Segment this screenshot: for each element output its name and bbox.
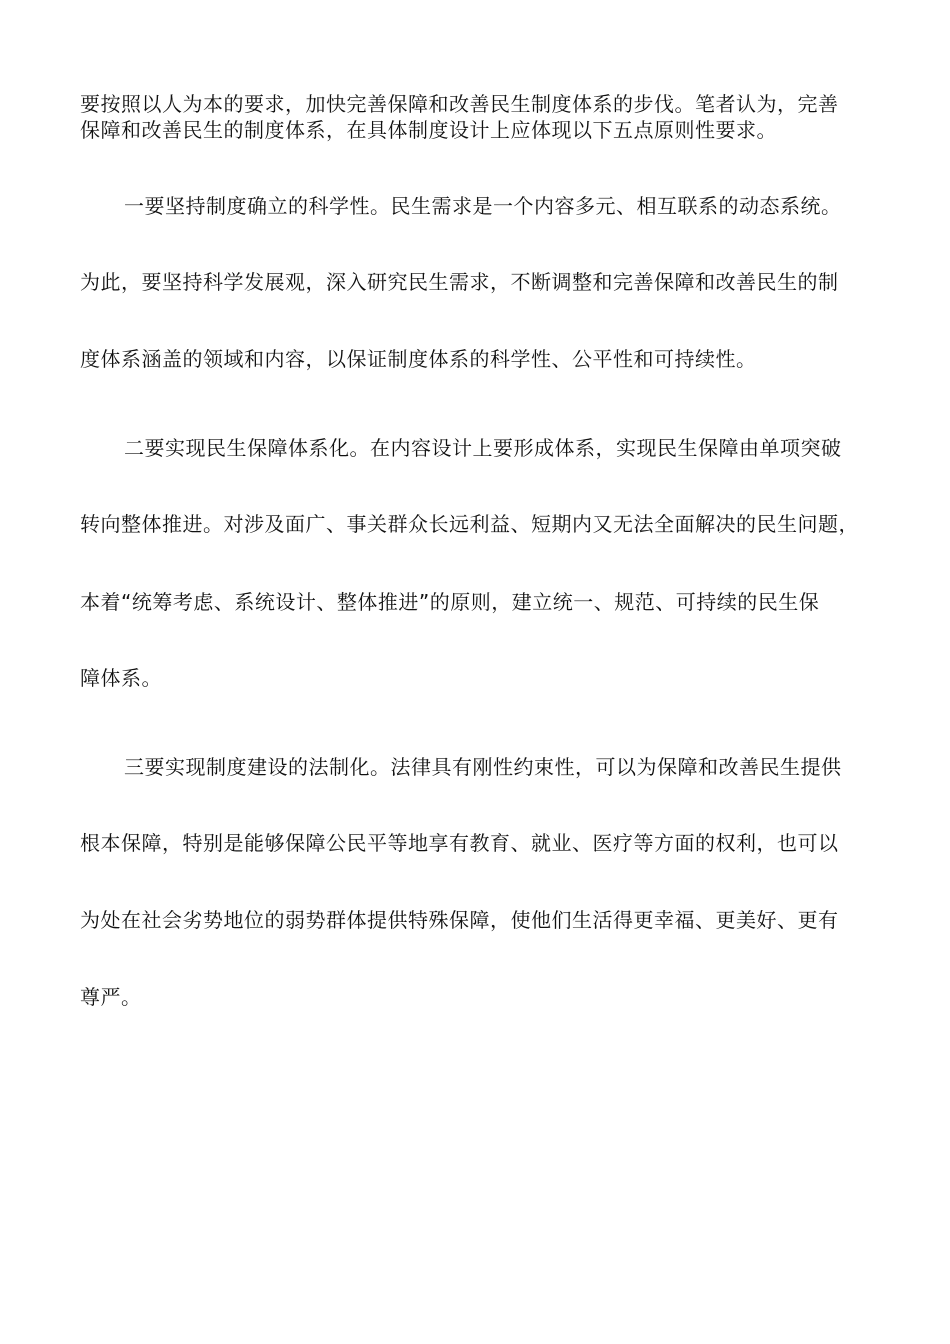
text-line: 要按照以人为本的要求，加快完善保障和改善民生制度体系的步伐。笔者认为，完善	[80, 92, 839, 116]
text-line: 根本保障，特别是能够保障公民平等地享有教育、就业、医疗等方面的权利，也可以	[80, 831, 839, 855]
text-line: 转向整体推进。对涉及面广、事关群众长远利益、短期内又无法全面解决的民生问题，	[80, 512, 859, 536]
text-line: 保障和改善民生的制度体系，在具体制度设计上应体现以下五点原则性要求。	[80, 118, 777, 142]
text-line: 一要坚持制度确立的科学性。民生需求是一个内容多元、相互联系的动态系统。	[124, 194, 842, 218]
text-line: 本着“统筹考虑、系统设计、整体推进”的原则，建立统一、规范、可持续的民生保	[80, 590, 820, 614]
text-line: 尊严。	[80, 985, 142, 1009]
text-line: 度体系涵盖的领域和内容，以保证制度体系的科学性、公平性和可持续性。	[80, 347, 757, 371]
text-line: 为处在社会劣势地位的弱势群体提供特殊保障，使他们生活得更幸福、更美好、更有	[80, 908, 839, 932]
text-line: 为此，要坚持科学发展观，深入研究民生需求，不断调整和完善保障和改善民生的制	[80, 270, 839, 294]
text-line: 障体系。	[80, 666, 162, 690]
text-line: 三要实现制度建设的法制化。法律具有刚性约束性，可以为保障和改善民生提供	[124, 755, 842, 779]
text-line: 二要实现民生保障体系化。在内容设计上要形成体系，实现民生保障由单项突破	[124, 436, 842, 460]
